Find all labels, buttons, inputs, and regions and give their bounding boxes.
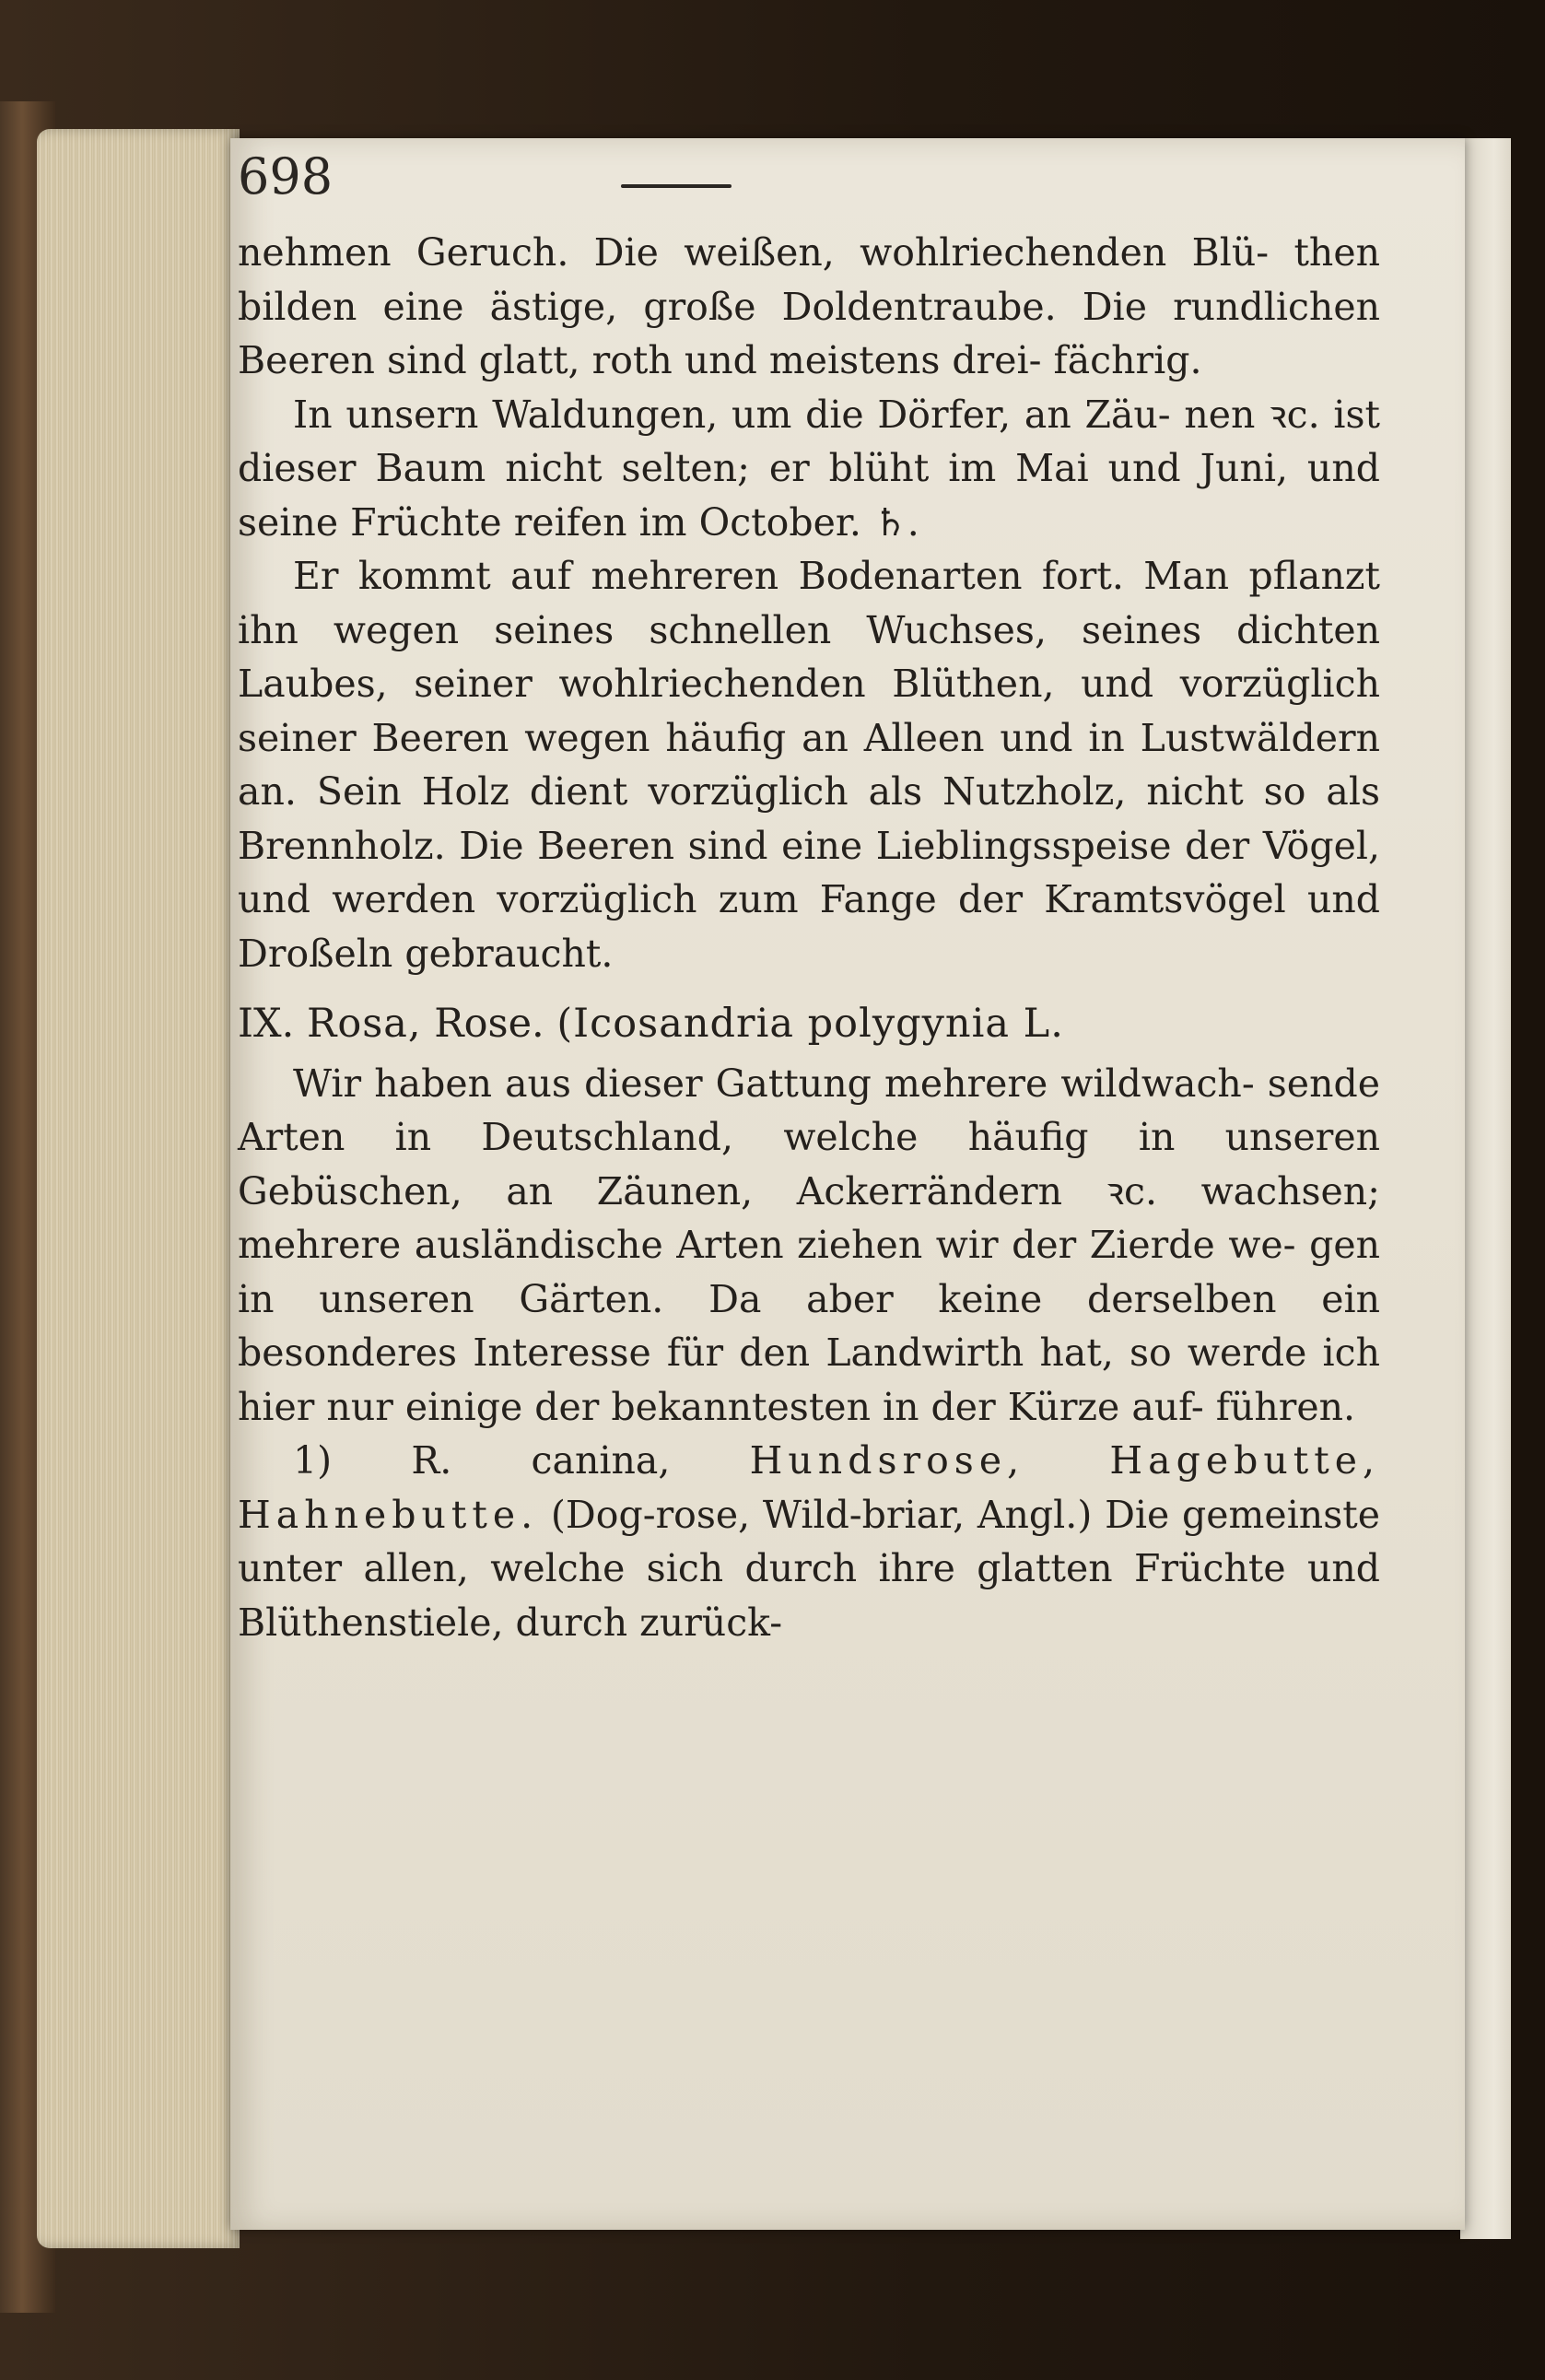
background-edge — [1511, 0, 1545, 2380]
species-name: R. canina, — [411, 1438, 671, 1483]
header-ornament — [621, 184, 732, 188]
section-german-name: Rose. — [434, 1001, 544, 1047]
paragraph-1: nehmen Geruch. Die weißen, wohlriechenden Blü- then bilden eine ästige, große Doldentraube. Die rundlichen Beeren sind glatt, roth und meistens drei- fächrig. — [238, 230, 1380, 382]
section-classification: (Icosandria polygynia L. — [556, 1001, 1064, 1047]
species-common-names: Hundsrose, Hagebutte, Hahnebutte. — [238, 1438, 1380, 1537]
species-english-name: (Dog-rose, Wild-briar, Angl.) — [550, 1492, 1093, 1537]
page-header — [238, 147, 1067, 221]
section-number: IX. — [238, 1001, 295, 1047]
species-description: Die gemeinste unter allen, welche sich durch ihre glatten Früchte und Blüthenstiele, durch zurück- — [238, 1492, 1380, 1645]
section-heading — [238, 997, 1380, 1051]
page-text — [238, 226, 1380, 1649]
page-stack-edge — [37, 129, 240, 2248]
paragraph-4: Wir haben aus dieser Gattung mehrere wildwach- sende Arten in Deutschland, welche häufig in unseren Gebüschen, an Zäunen, Ackerrändern ꝛc. wachsen; mehrere ausländische Arten ziehen wir der Zierde we- gen in unseren Gärten. Da aber keine derselben ein besonderes Interesse für den Landwirth hat, so werde ich hier nur einige der bekanntesten in der Kürze auf- führen. — [238, 1061, 1380, 1429]
paragraph-3: Er kommt auf mehreren Bodenarten fort. Man pflanzt ihn wegen seines schnellen Wuchses, seines dichten Laubes, seiner wohlriechenden Blüthen, und vorzüglich seiner Beeren wegen häufig an Alleen und in Lustwäldern an. Sein Holz dient vorzüglich als Nutzholz, nicht so als Brennholz. Die Beeren sind eine Lieblingsspeise der Vögel, und werden vorzüglich zum Fange der Kramtsvögel und Droßeln gebraucht. — [238, 554, 1380, 976]
page-number: 698 — [238, 147, 334, 205]
species-number: 1) — [293, 1438, 333, 1483]
paragraph-2: In unsern Waldungen, um die Dörfer, an Zäu- nen ꝛc. ist dieser Baum nicht selten; er blüht im Mai und Juni, und seine Früchte reifen im October. ♄. — [238, 392, 1380, 545]
species-entry — [238, 1434, 1380, 1649]
section-genus: Rosa, — [306, 1001, 422, 1047]
